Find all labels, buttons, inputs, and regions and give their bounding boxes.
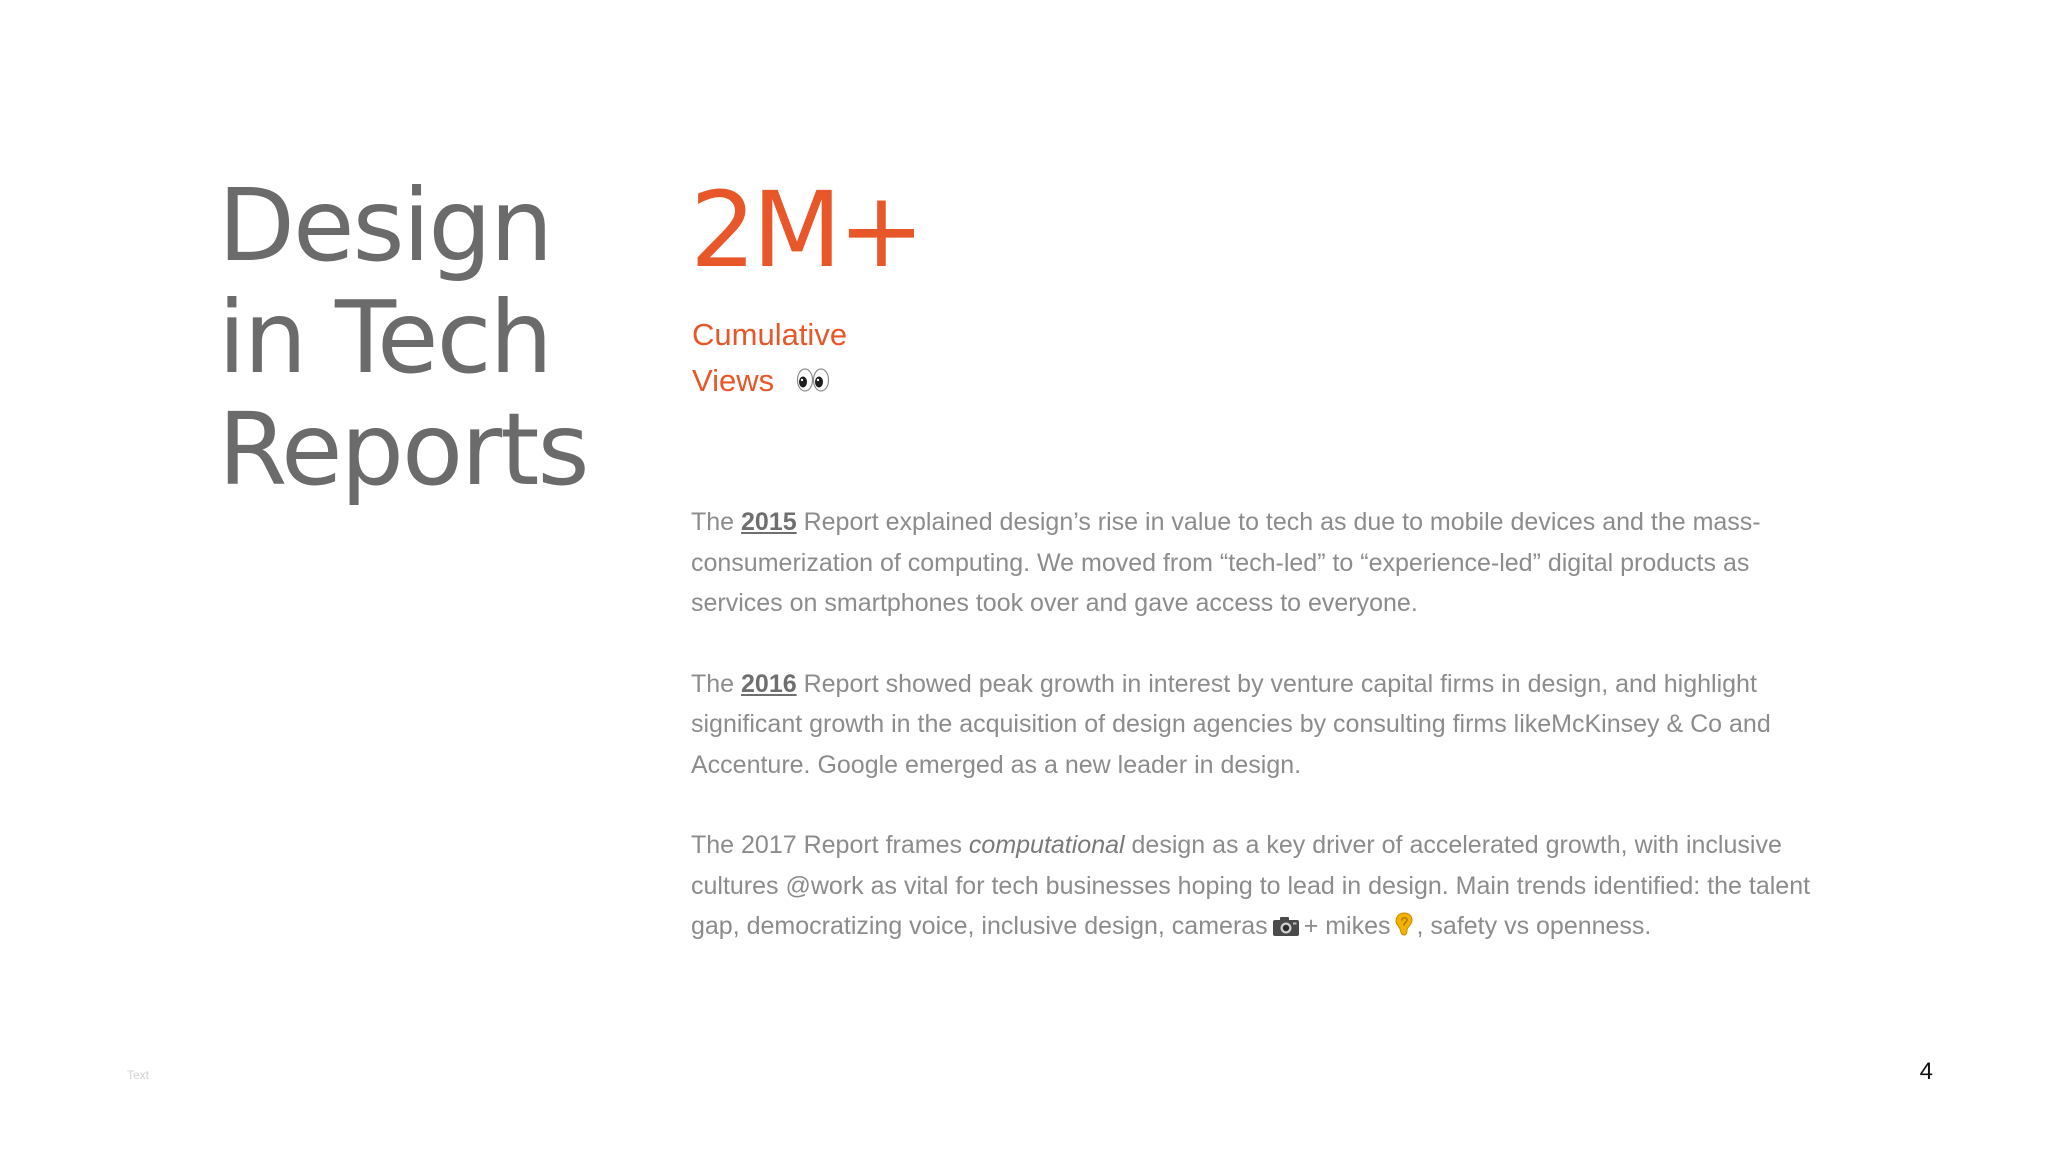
paragraph-2017-part2: design as a key driver of accelerated growth, with inclusive cultures @work as vital for tech businesses hoping to lead in design. Main trends identified: the talent gap, democratizing voice, inclusive design, cameras <box>691 831 1811 940</box>
title-line-3: Reports <box>218 391 588 508</box>
stat-value: 2M+ <box>690 169 922 291</box>
paragraph-2017-part4: , safety vs openness. <box>1416 912 1652 940</box>
paragraph-2016-prefix: The <box>691 669 742 698</box>
ear-icon <box>1395 911 1413 937</box>
paragraph-2017-part1: The 2017 Report frames <box>691 831 969 859</box>
paragraph-2016 <box>691 664 1821 786</box>
eyes-icon <box>796 367 830 393</box>
page-number: 4 <box>1919 1058 1933 1085</box>
report-summaries <box>691 502 1821 987</box>
stat-label <box>692 312 847 404</box>
paragraph-2017 <box>691 825 1821 947</box>
footer-placeholder-text: Text <box>127 1068 150 1082</box>
paragraph-2017-part3: + mikes <box>1303 912 1391 940</box>
title-line-1: Design <box>218 167 552 284</box>
paragraph-2015 <box>691 502 1821 624</box>
paragraph-2016-text: Report showed peak growth in interest by venture capital firms in design, and highlight significant growth in the acquisition of design agencies by consulting firms likeMcKinsey & Co and Accenture. Google emerged as a new leader in design. <box>691 669 1771 779</box>
paragraph-2015-prefix: The <box>691 508 742 536</box>
paragraph-2017-emphasis: computational <box>968 831 1125 859</box>
stat-label-line-2: Views <box>692 363 775 398</box>
paragraph-2015-text: Report explained design’s rise in value to tech as due to mobile devices and the mass-consumerization of computing. We moved from “tech-led” to “experience-led” digital products as services on smartphones took over and gave access to everyone. <box>691 508 1761 617</box>
camera-icon <box>1272 915 1300 937</box>
title-line-2: in Tech <box>218 279 551 396</box>
stat-label-line-1: Cumulative <box>692 317 848 352</box>
year-2016-link[interactable]: 2016 <box>741 669 797 698</box>
year-2015-link[interactable]: 2015 <box>741 508 797 536</box>
slide-title <box>218 167 638 508</box>
stat-label-line-2-row <box>692 358 847 404</box>
